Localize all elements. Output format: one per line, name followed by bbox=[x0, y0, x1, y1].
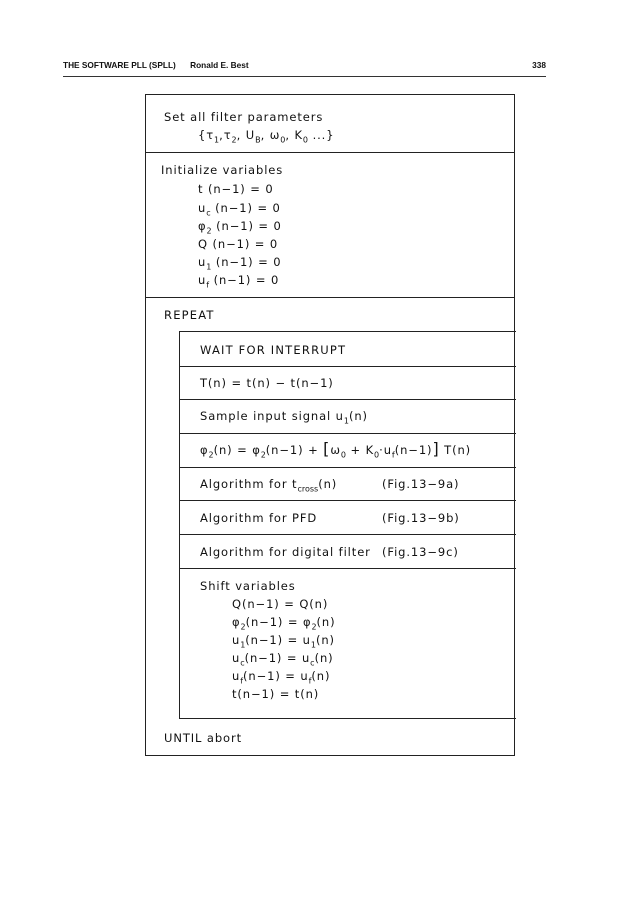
repeat-label: REPEAT bbox=[164, 308, 215, 322]
divider bbox=[180, 331, 516, 332]
divider bbox=[180, 467, 516, 468]
divider bbox=[180, 568, 516, 569]
period-calc: T(n) = t(n) − t(n−1) bbox=[200, 376, 334, 390]
init-var-phi2: $\varphi_2$ (n−1) = 0 bbox=[198, 219, 282, 236]
init-var-t: t (n−1) = 0 bbox=[198, 182, 274, 196]
loop-body bbox=[179, 331, 516, 719]
divider bbox=[180, 500, 516, 501]
phase-update: $\varphi_2(n) = \varphi_2(n-1) + [\omega_0 + K_0\cdot u_f(n-1)]$ T(n) bbox=[200, 439, 472, 460]
header-author: Ronald E. Best bbox=[190, 60, 249, 70]
init-var-u1: $u_1$ (n−1) = 0 bbox=[198, 255, 282, 272]
until-abort: UNTIL abort bbox=[164, 731, 243, 745]
alg-pfd: Algorithm for PFD bbox=[200, 511, 318, 525]
shift-row: t(n−1) = t(n) bbox=[232, 687, 320, 701]
alg-cross-ref: (Fig.13−9a) bbox=[382, 477, 460, 491]
page-header bbox=[63, 60, 546, 77]
shift-row: $u_f(n-1) = u_f(n)$ bbox=[232, 669, 331, 686]
shift-title: Shift variables bbox=[200, 579, 296, 593]
alg-cross: Algorithm for $t_{cross}(n)$ bbox=[200, 477, 338, 494]
alg-pfd-ref: (Fig.13−9b) bbox=[382, 511, 460, 525]
init-var-q: Q (n−1) = 0 bbox=[198, 237, 279, 251]
divider bbox=[146, 297, 514, 298]
init-title: Initialize variables bbox=[161, 163, 284, 177]
header-title: THE SOFTWARE PLL (SPLL) bbox=[63, 60, 176, 70]
divider bbox=[180, 433, 516, 434]
flowchart bbox=[145, 94, 515, 756]
set-params-title: Set all filter parameters bbox=[164, 110, 324, 124]
sample-input: Sample input signal $u_1(n)$ bbox=[200, 409, 368, 426]
alg-filter-ref: (Fig.13−9c) bbox=[382, 545, 459, 559]
set-params-list: {$\tau_1,\tau_2$, $U_B$, $\omega_0$, $K_0$ ...} bbox=[198, 128, 335, 145]
divider bbox=[146, 152, 514, 153]
init-var-uf: $u_f$ (n−1) = 0 bbox=[198, 273, 280, 290]
shift-row: $\varphi_2(n-1) = \varphi_2(n)$ bbox=[232, 615, 336, 632]
shift-row: $u_1(n-1) = u_1(n)$ bbox=[232, 633, 335, 650]
divider bbox=[180, 399, 516, 400]
shift-row: $u_c(n-1) = u_c(n)$ bbox=[232, 651, 334, 668]
shift-row: Q(n−1) = Q(n) bbox=[232, 597, 329, 611]
wait-interrupt: WAIT FOR INTERRUPT bbox=[200, 343, 347, 357]
divider bbox=[180, 534, 516, 535]
page-number: 338 bbox=[532, 60, 546, 70]
divider bbox=[180, 366, 516, 367]
alg-filter: Algorithm for digital filter bbox=[200, 545, 371, 559]
init-var-uc: $u_c$ (n−1) = 0 bbox=[198, 201, 281, 218]
